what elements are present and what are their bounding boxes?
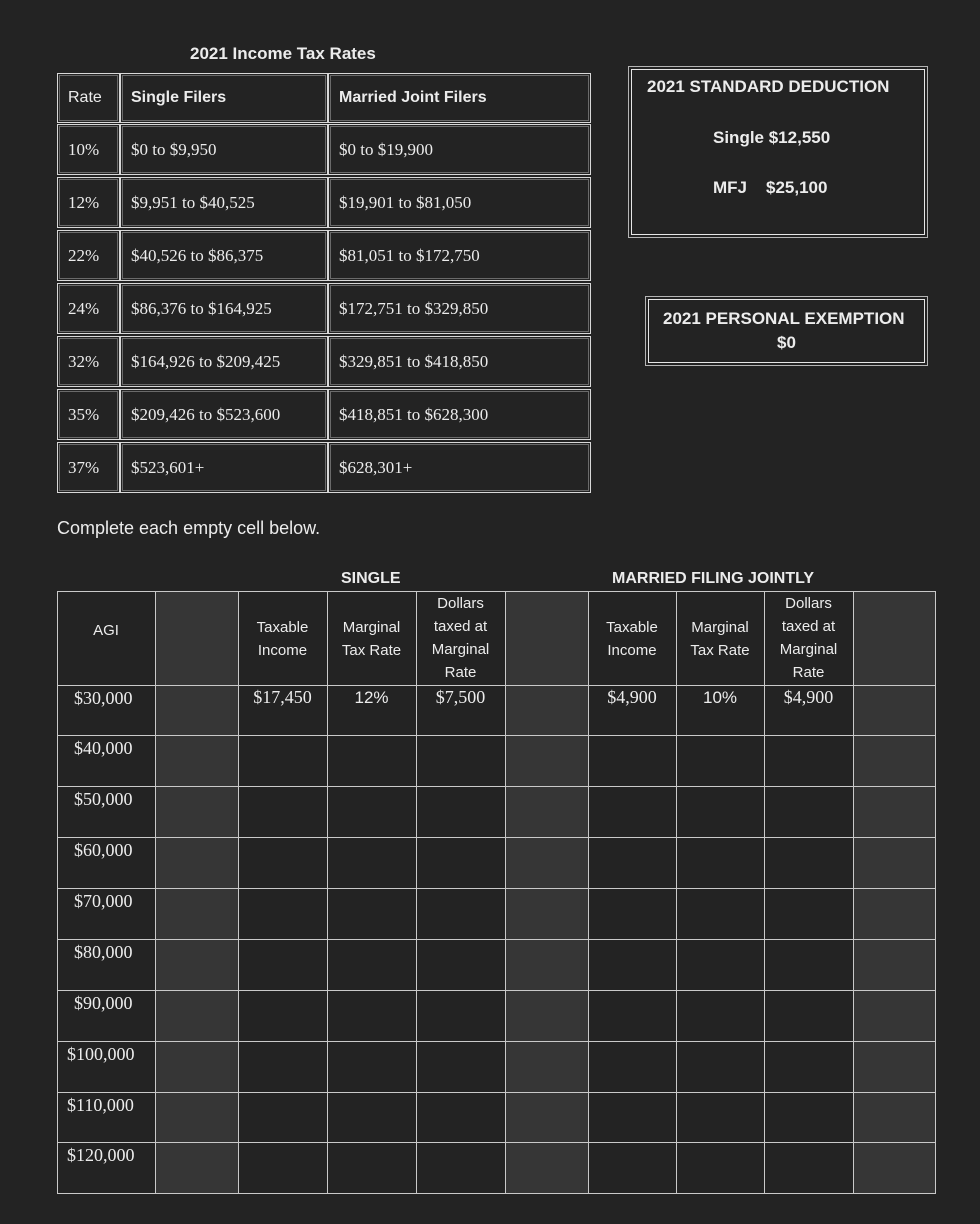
standard-deduction-title: 2021 STANDARD DEDUCTION <box>647 77 890 96</box>
single-taxable-example: $17,450 <box>253 687 312 707</box>
rates-header-single-text: Single Filers <box>131 89 227 106</box>
grid-line <box>853 591 854 1194</box>
grid-line <box>57 1092 935 1093</box>
rates-row-single <box>120 283 328 334</box>
rates-row-married <box>328 389 591 440</box>
grid-line <box>327 591 328 1194</box>
empty-answer-cell[interactable] <box>588 990 676 1041</box>
grid-line <box>57 1041 935 1042</box>
single-marginal-header: Tax Rate <box>341 642 402 659</box>
shaded-column <box>853 591 935 1193</box>
grid-line <box>57 837 935 838</box>
grid-line <box>57 1193 935 1194</box>
empty-answer-cell[interactable] <box>238 735 327 786</box>
rates-header-rate-text: Rate <box>68 89 102 106</box>
mfj-marginal-header: Marginal <box>691 619 749 636</box>
agi-value: $90,000 <box>74 993 133 1013</box>
agi-value: $40,000 <box>74 738 133 758</box>
rates-row-rate-text: 32% <box>68 351 100 371</box>
empty-answer-cell[interactable] <box>327 990 416 1041</box>
single-dollars-header: taxed at <box>433 618 488 635</box>
agi-value: $110,000 <box>67 1095 134 1115</box>
rates-header-rate <box>57 73 120 123</box>
grid-line <box>588 591 589 1194</box>
empty-answer-cell[interactable] <box>588 888 676 939</box>
rates-row-single-text: $40,526 to $86,375 <box>131 245 264 265</box>
rates-row-rate <box>57 230 120 281</box>
rates-header-single <box>120 73 328 123</box>
empty-answer-cell[interactable] <box>238 888 327 939</box>
rates-header-married <box>328 73 591 123</box>
empty-answer-cell[interactable] <box>676 1092 764 1142</box>
empty-answer-cell[interactable] <box>238 1092 327 1142</box>
empty-answer-cell[interactable] <box>676 990 764 1041</box>
empty-answer-cell[interactable] <box>676 837 764 888</box>
rates-header-married-text: Married Joint Filers <box>339 89 487 106</box>
mfj-dollars-header: taxed at <box>781 618 836 635</box>
rates-row-rate <box>57 336 120 387</box>
empty-answer-cell[interactable] <box>416 939 505 990</box>
mfj-section-title: MARRIED FILING JOINTLY <box>612 570 815 587</box>
agi-value: $30,000 <box>74 688 133 708</box>
empty-answer-cell[interactable] <box>764 1092 853 1142</box>
empty-answer-cell[interactable] <box>588 786 676 837</box>
grid-line <box>505 591 506 1194</box>
personal-exemption-value: $0 <box>777 333 796 352</box>
mfj-dollars-header: Rate <box>792 664 825 681</box>
shaded-column <box>155 591 238 1193</box>
empty-answer-cell[interactable] <box>327 786 416 837</box>
empty-answer-cell[interactable] <box>327 1142 416 1193</box>
instruction-text: Complete each empty cell below. <box>57 518 321 538</box>
empty-answer-cell[interactable] <box>764 939 853 990</box>
single-rate-example: 12% <box>354 688 389 707</box>
empty-answer-cell[interactable] <box>676 1142 764 1193</box>
grid-line <box>935 591 936 1194</box>
rates-row-rate <box>57 389 120 440</box>
agi-value: $60,000 <box>74 840 133 860</box>
single-dollars-header: Dollars <box>437 595 484 612</box>
rates-row-rate-text: 12% <box>68 192 100 212</box>
grid-line <box>57 591 58 1194</box>
empty-answer-cell[interactable] <box>238 837 327 888</box>
single-marginal-header: Marginal <box>342 619 401 636</box>
empty-answer-cell[interactable] <box>588 939 676 990</box>
mfj-marginal-header: Tax Rate <box>690 642 750 659</box>
empty-answer-cell[interactable] <box>416 786 505 837</box>
empty-answer-cell[interactable] <box>764 837 853 888</box>
rates-row-rate-text: 22% <box>68 245 100 265</box>
rates-row-single-text: $86,376 to $164,925 <box>131 298 272 318</box>
rates-row-single <box>120 177 328 228</box>
empty-answer-cell[interactable] <box>676 1041 764 1092</box>
standard-deduction-mfj-value: $25,100 <box>766 178 828 197</box>
rates-row-single <box>120 389 328 440</box>
mfj-dollars-example: $4,900 <box>783 687 834 707</box>
empty-answer-cell[interactable] <box>764 1041 853 1092</box>
rates-row-single-text: $9,951 to $40,525 <box>131 192 255 212</box>
grid-line <box>57 939 935 940</box>
empty-answer-cell[interactable] <box>416 1142 505 1193</box>
single-taxable-header: Taxable <box>256 619 309 636</box>
agi-value: $70,000 <box>74 891 133 911</box>
rates-row-married-text: $19,901 to $81,050 <box>339 192 472 212</box>
single-dollars-header: Marginal <box>431 641 490 658</box>
rates-row-rate-text: 10% <box>68 139 100 159</box>
rates-row-rate <box>57 124 120 175</box>
empty-answer-cell[interactable] <box>327 888 416 939</box>
empty-answer-cell[interactable] <box>238 1142 327 1193</box>
empty-answer-cell[interactable] <box>764 786 853 837</box>
empty-answer-cell[interactable] <box>676 735 764 786</box>
agi-header: AGI <box>93 622 119 639</box>
agi-value: $120,000 <box>67 1145 135 1165</box>
mfj-rate-example: 10% <box>702 688 738 707</box>
mfj-taxable-header: Taxable <box>606 619 658 636</box>
empty-answer-cell[interactable] <box>327 837 416 888</box>
grid-line <box>57 786 935 787</box>
rates-row-married <box>328 442 591 493</box>
empty-answer-cell[interactable] <box>588 1142 676 1193</box>
rates-row-single-text: $523,601+ <box>131 457 205 477</box>
rates-row-single <box>120 230 328 281</box>
rates-row-married <box>328 177 591 228</box>
standard-deduction-mfj-label: MFJ <box>713 178 747 197</box>
personal-exemption-title: 2021 PERSONAL EXEMPTION <box>663 309 905 328</box>
empty-answer-cell[interactable] <box>327 939 416 990</box>
rates-row-single-text: $209,426 to $523,600 <box>131 404 281 424</box>
rates-row-single-text: $164,926 to $209,425 <box>131 351 281 371</box>
grid-line <box>238 591 239 1194</box>
grid-line <box>155 591 156 1194</box>
empty-answer-cell[interactable] <box>764 735 853 786</box>
empty-answer-cell[interactable] <box>416 888 505 939</box>
rates-row-single <box>120 442 328 493</box>
empty-answer-cell[interactable] <box>416 837 505 888</box>
rates-row-single <box>120 124 328 175</box>
rates-row-single <box>120 336 328 387</box>
standard-deduction-box <box>628 66 928 238</box>
empty-answer-cell[interactable] <box>588 1092 676 1142</box>
rates-row-married-text: $81,051 to $172,750 <box>339 245 480 265</box>
grid-line <box>57 735 935 736</box>
empty-answer-cell[interactable] <box>238 786 327 837</box>
empty-answer-cell[interactable] <box>588 1041 676 1092</box>
empty-answer-cell[interactable] <box>416 735 505 786</box>
rates-row-rate <box>57 442 120 493</box>
rates-row-married <box>328 283 591 334</box>
rates-row-married <box>328 124 591 175</box>
empty-answer-cell[interactable] <box>416 1041 505 1092</box>
shaded-column <box>505 591 588 1193</box>
grid-line <box>57 990 935 991</box>
single-dollars-header: Rate <box>444 664 477 681</box>
empty-answer-cell[interactable] <box>588 837 676 888</box>
grid-line <box>57 888 935 889</box>
grid-line <box>57 1142 935 1143</box>
empty-answer-cell[interactable] <box>327 735 416 786</box>
mfj-dollars-header: Marginal <box>779 641 838 658</box>
agi-value: $80,000 <box>74 942 133 962</box>
empty-answer-cell[interactable] <box>676 786 764 837</box>
empty-answer-cell[interactable] <box>238 1041 327 1092</box>
rates-row-married-text: $418,851 to $628,300 <box>339 404 489 424</box>
rates-row-married <box>328 230 591 281</box>
empty-answer-cell[interactable] <box>416 990 505 1041</box>
agi-value: $50,000 <box>74 789 133 809</box>
rates-table-title: 2021 Income Tax Rates <box>190 44 376 63</box>
rates-row-single-text: $0 to $9,950 <box>131 139 217 159</box>
mfj-taxable-example: $4,900 <box>607 687 657 707</box>
agi-value: $100,000 <box>67 1044 135 1064</box>
empty-answer-cell[interactable] <box>238 990 327 1041</box>
empty-answer-cell[interactable] <box>676 888 764 939</box>
rates-row-rate-text: 37% <box>68 457 100 477</box>
rates-row-married-text: $0 to $19,900 <box>339 139 433 159</box>
grid-line <box>676 591 677 1194</box>
rates-row-rate <box>57 283 120 334</box>
empty-answer-cell[interactable] <box>416 1092 505 1142</box>
single-section-title: SINGLE <box>341 570 401 587</box>
rates-row-rate-text: 35% <box>68 404 100 424</box>
rates-row-married-text: $172,751 to $329,850 <box>339 298 489 318</box>
empty-answer-cell[interactable] <box>327 1041 416 1092</box>
empty-answer-cell[interactable] <box>238 939 327 990</box>
empty-answer-cell[interactable] <box>588 735 676 786</box>
rates-row-married-text: $628,301+ <box>339 457 413 477</box>
personal-exemption-box <box>645 296 928 366</box>
empty-answer-cell[interactable] <box>764 1142 853 1193</box>
rates-row-rate <box>57 177 120 228</box>
single-taxable-header: Income <box>257 642 308 659</box>
rates-row-rate-text: 24% <box>68 298 100 318</box>
empty-answer-cell[interactable] <box>676 939 764 990</box>
single-dollars-example: $7,500 <box>435 687 486 707</box>
standard-deduction-single: Single $12,550 <box>713 128 831 147</box>
grid-line <box>57 685 935 686</box>
mfj-taxable-header: Income <box>607 642 657 659</box>
rates-row-married-text: $329,851 to $418,850 <box>339 351 489 371</box>
empty-answer-cell[interactable] <box>764 990 853 1041</box>
rates-row-married <box>328 336 591 387</box>
mfj-dollars-header: Dollars <box>785 595 832 612</box>
empty-answer-cell[interactable] <box>764 888 853 939</box>
empty-answer-cell[interactable] <box>327 1092 416 1142</box>
